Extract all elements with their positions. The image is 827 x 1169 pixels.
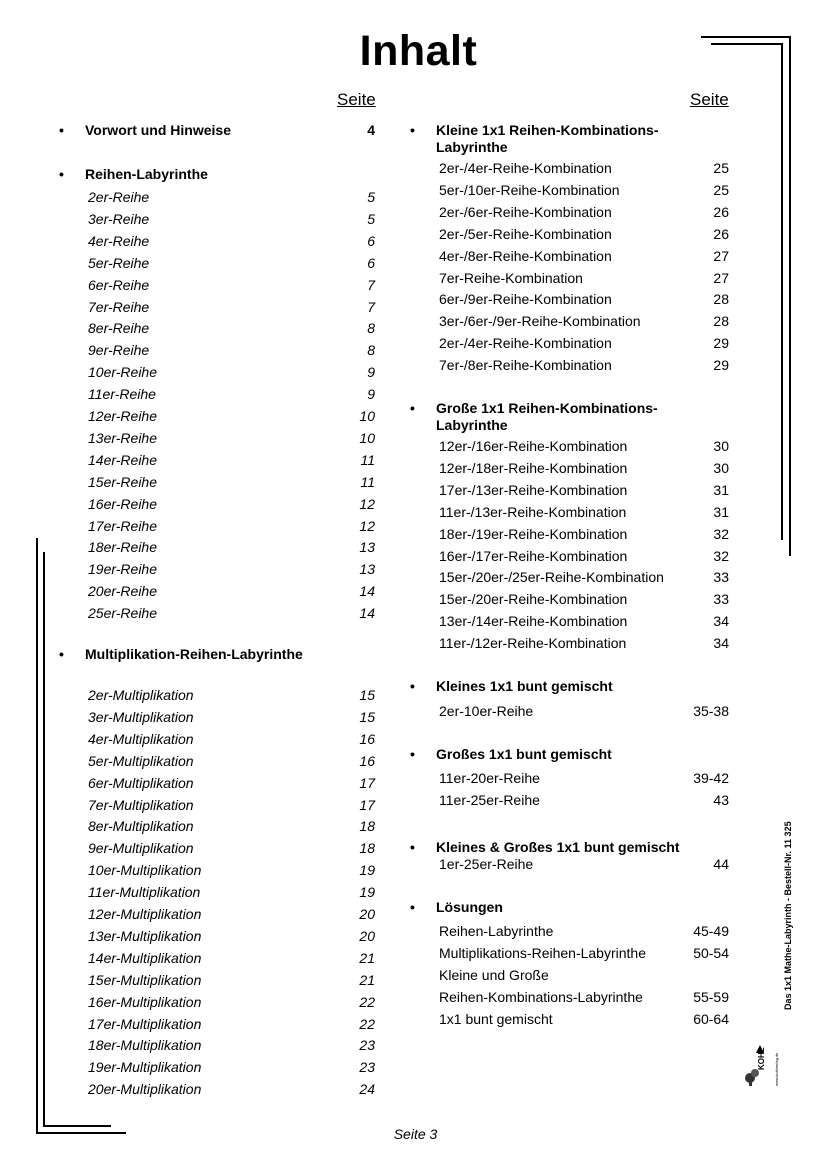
toc-entry-page: 22 (359, 993, 375, 1010)
toc-entry-page: 9 (367, 364, 375, 381)
toc-entry-page: 5 (367, 189, 375, 205)
toc-entry-label: 20er-Reihe (88, 583, 158, 600)
bullet-icon: • (59, 166, 64, 182)
side-order-text: Das 1x1 Mathe-Labyrinth - Bestell-Nr. 11 325 (783, 821, 793, 1010)
toc-entry-label: 18er-Multiplikation (88, 1037, 202, 1054)
toc-entry-page: 20 (359, 906, 375, 922)
toc-entry (88, 605, 375, 627)
bullet-icon: • (59, 122, 64, 138)
toc-entry-label: 13er-/14er-Reihe-Kombination (439, 613, 628, 630)
toc-entry-page: 31 (713, 481, 729, 498)
page-title: Inhalt (359, 27, 478, 75)
toc-entry-label: 17er-Multiplikation (88, 1015, 202, 1032)
toc-entry-label: 14er-Reihe (88, 451, 158, 468)
toc-entry-label: 11er-25er-Reihe (439, 791, 540, 808)
toc-entry (88, 233, 375, 255)
toc-entry-label: 1x1 bunt gemischt (439, 1010, 553, 1027)
toc-entry-page: 45-49 (693, 923, 729, 939)
toc-entry-page: 7 (367, 276, 375, 293)
toc-entry-page: 20 (359, 927, 375, 944)
toc-entry (439, 770, 729, 792)
toc-entry-label: 16er-/17er-Reihe-Kombination (439, 547, 628, 564)
toc-entry-label: 3er-/6er-/9er-Reihe-Kombination (439, 313, 641, 330)
toc-entry-page: 8 (367, 342, 375, 359)
section-title: Multiplikation-Reihen-Labyrinthe (85, 646, 303, 662)
toc-entry (439, 504, 729, 526)
toc-entry-page: 11 (360, 473, 375, 490)
toc-entry (88, 1059, 375, 1081)
toc-entry-label: 11er-Multiplikation (88, 884, 201, 901)
toc-entry-page: 23 (359, 1037, 375, 1054)
toc-entry-label: 2er-/6er-Reihe-Kombination (439, 203, 612, 220)
toc-entry (439, 945, 729, 967)
toc-entry-page: 22 (359, 1015, 375, 1032)
toc-entry (88, 474, 375, 496)
toc-entry (439, 226, 729, 248)
toc-entry (439, 335, 729, 357)
toc-entry-label: 5er-Reihe (88, 254, 150, 271)
toc-entry-label: 2er-/4er-Reihe-Kombination (439, 335, 612, 352)
toc-entry (88, 342, 375, 364)
section-title: Reihen-Labyrinthe (85, 166, 208, 182)
toc-entry (439, 1011, 729, 1033)
toc-entry-label: Reihen-Labyrinthe (439, 923, 554, 939)
toc-entry (88, 320, 375, 342)
frame-line-top-right-h1 (701, 36, 791, 38)
toc-entry-label: 17er-Reihe (88, 517, 158, 534)
toc-entry-label: 9er-Multiplikation (88, 840, 194, 857)
toc-entry-label: 10er-Multiplikation (88, 862, 202, 879)
toc-entry-label: 20er-Multiplikation (88, 1081, 202, 1098)
toc-entry (439, 792, 729, 814)
toc-entry-page: 10 (359, 408, 375, 424)
toc-entry-label: 1er-25er-Reihe (439, 856, 534, 872)
toc-entry-label: 4er-/8er-Reihe-Kombination (439, 247, 612, 264)
toc-entry-page: 28 (713, 291, 729, 308)
toc-entry-label: 4er-Multiplikation (88, 730, 194, 747)
toc-entry (88, 862, 375, 884)
toc-entry (88, 518, 375, 540)
toc-entry-page: 13 (359, 539, 375, 556)
section-title-line: Labyrinthe (436, 417, 508, 433)
toc-entry (439, 438, 729, 460)
toc-entry-page: 25 (713, 160, 729, 176)
toc-entry-page: 19 (359, 862, 375, 879)
toc-entry (88, 386, 375, 408)
toc-entry-page: 18 (359, 818, 375, 835)
toc-entry-label: 12er-/16er-Reihe-Kombination (439, 438, 628, 454)
toc-entry-page: 27 (713, 269, 729, 286)
toc-entry (439, 291, 729, 313)
toc-entry-label: 15er-/20er-Reihe-Kombination (439, 591, 628, 608)
toc-entry (439, 182, 729, 204)
section-title-line: Kleines & Großes 1x1 bunt gemischt (436, 839, 680, 855)
toc-entry-page: 23 (359, 1059, 375, 1076)
toc-entry-page: 60-64 (693, 1010, 729, 1027)
toc-entry-page: 34 (713, 613, 729, 630)
toc-entry-label: 11er-20er-Reihe (439, 770, 540, 786)
toc-entry-label: 9er-Reihe (88, 342, 150, 359)
toc-entry-page: 27 (713, 247, 729, 264)
toc-entry (439, 613, 729, 635)
toc-entry (88, 364, 375, 386)
toc-entry (88, 818, 375, 840)
toc-entry (439, 270, 729, 292)
toc-entry (439, 482, 729, 504)
toc-entry-page: 30 (713, 438, 729, 454)
toc-entry-page: 19 (359, 884, 375, 901)
toc-entry (88, 255, 375, 277)
toc-entry (88, 299, 375, 321)
toc-entry-label: 16er-Multiplikation (88, 993, 202, 1010)
toc-entry-page: 26 (713, 203, 729, 220)
toc-entry-label: 13er-Reihe (88, 429, 158, 446)
toc-entry-label: 5er-/10er-Reihe-Kombination (439, 181, 620, 198)
logo-url: www.kohlverlag.de (774, 1052, 779, 1086)
toc-entry (439, 526, 729, 548)
toc-entry-label: 2er-Reihe (88, 189, 150, 205)
toc-entry-page: 18 (359, 840, 375, 857)
section-title-line: Großes 1x1 bunt gemischt (436, 746, 612, 762)
toc-entry-label: 8er-Reihe (88, 320, 150, 337)
toc-entry-page: 44 (713, 856, 729, 872)
frame-line-top-right-v2 (781, 43, 783, 540)
toc-entry-label: 6er-Reihe (88, 276, 150, 293)
toc-entry (88, 709, 375, 731)
toc-entry (439, 204, 729, 226)
left-column-header: Seite (337, 90, 376, 109)
section-title-line: Kleines 1x1 bunt gemischt (436, 678, 613, 694)
toc-entry (88, 797, 375, 819)
toc-entry (88, 583, 375, 605)
toc-entry-page: 35-38 (693, 703, 729, 719)
toc-entry (439, 548, 729, 570)
toc-entry (88, 277, 375, 299)
toc-entry-label: 3er-Reihe (88, 210, 150, 227)
toc-entry-page: 6 (367, 232, 375, 249)
section-title-line: Kleine 1x1 Reihen-Kombinations- (436, 122, 659, 138)
toc-entry (439, 967, 729, 989)
toc-entry-page: 31 (713, 503, 729, 520)
toc-entry (88, 189, 375, 211)
toc-entry (88, 1016, 375, 1038)
toc-entry-label: 8er-Multiplikation (88, 818, 194, 835)
toc-entry (88, 731, 375, 753)
toc-entry-page: 26 (713, 225, 729, 242)
toc-entry-page: 28 (713, 313, 729, 330)
logo-wordmark: KOHL (757, 1047, 766, 1070)
toc-entry-label: 5er-Multiplikation (88, 752, 194, 769)
section-page-number: 4 (367, 122, 375, 138)
toc-entry-label: 7er-/8er-Reihe-Kombination (439, 357, 612, 374)
frame-line-top-right-v1 (789, 36, 791, 556)
toc-entry-label: 7er-Multiplikation (88, 796, 194, 813)
toc-entry-label: 2er-/4er-Reihe-Kombination (439, 160, 612, 176)
toc-entry-page: 21 (359, 971, 375, 988)
toc-entry-page: 39-42 (693, 770, 729, 786)
toc-entry-label: 17er-/13er-Reihe-Kombination (439, 481, 628, 498)
toc-entry-page: 21 (359, 949, 375, 966)
toc-entry (439, 313, 729, 335)
toc-entry-page: 50-54 (693, 944, 729, 961)
toc-entry (88, 906, 375, 928)
toc-entry (439, 357, 729, 379)
toc-entry (88, 994, 375, 1016)
toc-entry-label: 7er-Reihe-Kombination (439, 269, 583, 286)
toc-entry-label: 11er-/12er-Reihe-Kombination (439, 635, 627, 652)
toc-entry-page: 15 (359, 687, 375, 703)
toc-entry-label: 2er-Multiplikation (88, 687, 194, 703)
toc-entry-page: 33 (713, 569, 729, 586)
publisher-logo (742, 1018, 782, 1088)
bullet-icon: • (410, 678, 415, 694)
toc-entry-label: Kleine und Große (439, 966, 549, 983)
toc-entry-page: 7 (367, 298, 375, 315)
toc-entry-label: 19er-Multiplikation (88, 1059, 202, 1076)
toc-entry (88, 539, 375, 561)
section-title-line: Große 1x1 Reihen-Kombinations- (436, 400, 658, 416)
toc-entry-label: 18er-Reihe (88, 539, 158, 556)
toc-entry-page: 14 (359, 583, 375, 600)
toc-entry-page: 8 (367, 320, 375, 337)
toc-entry-page: 32 (713, 547, 729, 564)
toc-entry (88, 928, 375, 950)
toc-entry-page: 16 (359, 730, 375, 747)
toc-entry (88, 687, 375, 709)
toc-entry-page: 11 (360, 451, 375, 468)
toc-entry (88, 775, 375, 797)
toc-entry-page: 29 (713, 357, 729, 374)
toc-entry-label: 25er-Reihe (88, 605, 158, 622)
toc-entry-page: 5 (367, 210, 375, 227)
toc-entry-label: 15er-/20er-/25er-Reihe-Kombination (439, 569, 664, 586)
toc-entry (439, 703, 729, 725)
toc-entry (88, 408, 375, 430)
toc-entry-page: 34 (713, 635, 729, 652)
toc-entry (439, 248, 729, 270)
bullet-icon: • (410, 839, 415, 855)
toc-entry-page: 43 (713, 791, 729, 808)
toc-entry (439, 591, 729, 613)
toc-entry-label: 6er-/9er-Reihe-Kombination (439, 291, 612, 308)
toc-entry-label: 12er-/18er-Reihe-Kombination (439, 459, 628, 476)
toc-entry-page: 24 (359, 1081, 375, 1098)
toc-entry (88, 972, 375, 994)
toc-entry-label: 10er-Reihe (88, 364, 158, 381)
toc-entry-page: 17 (359, 796, 375, 813)
toc-entry-label: 7er-Reihe (88, 298, 150, 315)
bullet-icon: • (410, 899, 415, 915)
toc-entry-page: 12 (359, 517, 375, 534)
toc-entry-label: 15er-Reihe (88, 473, 158, 490)
toc-entry-label: Reihen-Kombinations-Labyrinthe (439, 988, 643, 1005)
toc-entry (88, 1037, 375, 1059)
toc-entry (439, 989, 729, 1011)
toc-entry (439, 635, 729, 657)
toc-entry (439, 160, 729, 182)
toc-entry-label: 12er-Multiplikation (88, 906, 202, 922)
section-title-line: Labyrinthe (436, 139, 508, 155)
toc-entry (439, 460, 729, 482)
toc-entry (88, 950, 375, 972)
toc-entry-label: 11er-Reihe (88, 386, 156, 403)
toc-entry-label: 13er-Multiplikation (88, 927, 202, 944)
page-number-footer: Seite 3 (393, 1126, 438, 1142)
frame-line-bottom-left-v1 (36, 538, 38, 1134)
toc-entry-label: 15er-Multiplikation (88, 971, 202, 988)
toc-entry-page: 25 (713, 181, 729, 198)
toc-entry (88, 430, 375, 452)
toc-entry-page: 14 (359, 605, 375, 622)
toc-entry-page: 32 (713, 525, 729, 542)
toc-entry-label: 11er-/13er-Reihe-Kombination (439, 503, 627, 520)
section-title: Vorwort und Hinweise (85, 122, 231, 138)
toc-entry (88, 884, 375, 906)
toc-entry-page: 9 (367, 386, 375, 403)
toc-entry-page: 6 (367, 254, 375, 271)
toc-entry-page: 12 (359, 495, 375, 512)
toc-entry-page: 15 (359, 708, 375, 725)
section-title-line: Lösungen (436, 899, 503, 915)
bullet-icon: • (410, 122, 415, 138)
toc-entry-page: 29 (713, 335, 729, 352)
toc-entry (439, 569, 729, 591)
toc-entry (88, 452, 375, 474)
toc-entry-label: 18er-/19er-Reihe-Kombination (439, 525, 628, 542)
toc-entry-page: 16 (359, 752, 375, 769)
toc-entry (88, 496, 375, 518)
toc-entry-label: 16er-Reihe (88, 495, 158, 512)
toc-entry-label: 19er-Reihe (88, 561, 158, 578)
toc-entry (439, 856, 729, 878)
bullet-icon: • (410, 400, 415, 416)
toc-entry-label: Multiplikations-Reihen-Labyrinthe (439, 944, 646, 961)
toc-entry-label: 2er-10er-Reihe (439, 703, 534, 719)
toc-entry (439, 923, 729, 945)
toc-entry-page: 30 (713, 459, 729, 476)
right-column-header: Seite (690, 90, 729, 109)
bullet-icon: • (59, 646, 64, 662)
toc-entry-page: 13 (359, 561, 375, 578)
frame-line-top-right-h2 (711, 43, 783, 45)
toc-entry (88, 211, 375, 233)
toc-entry (88, 753, 375, 775)
frame-line-bottom-left-v2 (43, 552, 45, 1127)
toc-entry-label: 4er-Reihe (88, 232, 150, 249)
toc-entry (88, 840, 375, 862)
toc-entry-label: 3er-Multiplikation (88, 708, 194, 725)
toc-entry-page: 55-59 (693, 988, 729, 1005)
toc-entry-page: 33 (713, 591, 729, 608)
toc-entry-page: 10 (359, 429, 375, 446)
toc-entry-label: 2er-/5er-Reihe-Kombination (439, 225, 612, 242)
toc-entry-page: 17 (359, 774, 375, 791)
toc-entry-label: 6er-Multiplikation (88, 774, 194, 791)
toc-entry (88, 561, 375, 583)
bullet-icon: • (410, 746, 415, 762)
toc-entry (88, 1081, 375, 1103)
toc-entry-label: 12er-Reihe (88, 408, 158, 424)
toc-entry-label: 14er-Multiplikation (88, 949, 202, 966)
